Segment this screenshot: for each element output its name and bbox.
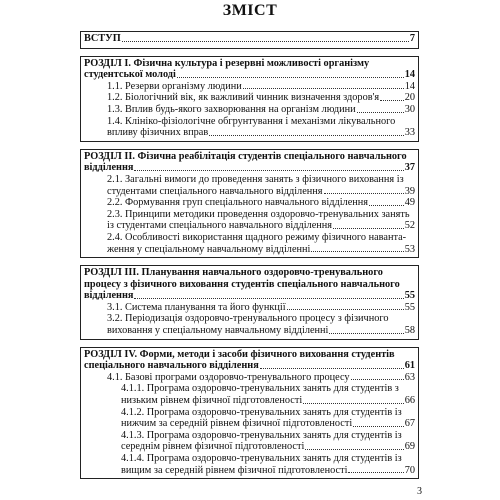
dot-leader <box>348 472 403 473</box>
dot-leader <box>380 100 404 101</box>
toc-entry-title: середнім рівнем фізичної підготовленості <box>121 441 305 453</box>
chapter-heading-line <box>84 151 415 163</box>
toc-entry-intro <box>84 33 415 45</box>
toc-entry <box>84 302 415 314</box>
toc-entry-line <box>84 407 415 419</box>
toc-entry-title: впливу фізичних вправ <box>107 127 209 139</box>
toc-page-number: 33 <box>404 127 415 139</box>
toc-page-number: 39 <box>404 185 415 197</box>
dot-leader <box>209 135 403 136</box>
toc-page-number: 61 <box>404 360 415 372</box>
toc-entry-title: спеціального навчального відділення <box>84 360 259 372</box>
toc-entry <box>84 127 415 139</box>
toc-entry-title: 2.3. Принципи методики проведення оздоровчо-тренувальних занять <box>107 208 410 220</box>
toc-entry-title: виховання у спеціальному навчальному відділенні <box>107 325 329 337</box>
toc-page-number: 63 <box>404 371 415 383</box>
toc-page-number: 67 <box>404 418 415 430</box>
toc-page-number: 49 <box>404 197 415 209</box>
dot-leader <box>333 228 404 229</box>
toc-entry-line <box>84 232 415 244</box>
toc-entry-title: 3.2. Періодизація оздоровчо-тренувального процесу з фізичного <box>107 313 389 325</box>
toc-entry-title: 4.1.2. Програма оздоровчо-тренувальних занять для студентів із <box>121 406 402 418</box>
toc-entry-line <box>84 116 415 128</box>
chapter-heading <box>84 69 415 81</box>
toc-entry-title: 2.4. Особливості використання щадного режиму фізичного наванта- <box>107 231 407 243</box>
dot-leader <box>122 41 409 42</box>
toc-entry <box>84 92 415 104</box>
toc-block-intro <box>80 31 419 49</box>
toc-page-number: 53 <box>404 243 415 255</box>
toc-page-number: 30 <box>404 103 415 115</box>
dot-leader <box>134 298 403 299</box>
toc-entry-title: ження у спеціальному навчальному відділенні <box>107 243 311 255</box>
chapter-heading-line <box>84 279 415 291</box>
chapter-heading <box>84 162 415 174</box>
toc-entry-title: РОЗДІЛ IV. Форми, методи і засоби фізичного виховання студентів <box>84 348 395 360</box>
toc-block-chapter-4 <box>80 347 419 480</box>
table-of-contents <box>80 31 419 486</box>
toc-entry-title: 1.4. Клініко-фізіологічне обгрунтування і механізми лікувального <box>107 115 396 127</box>
toc-entry-title: процесу з фізичного виховання студентів спеціального навчального <box>84 278 400 290</box>
toc-entry-title: ВСТУП <box>84 33 121 44</box>
dot-leader <box>287 309 404 310</box>
toc-entry-title: відділення <box>84 290 134 302</box>
toc-entry-line <box>84 313 415 325</box>
toc-page-number: 20 <box>404 92 415 104</box>
toc-page-number: 69 <box>404 441 415 453</box>
chapter-heading-line <box>84 58 415 70</box>
toc-page-number: 7 <box>409 33 415 44</box>
toc-entry-title: вищим за середній рівнем фізичної підготовленості <box>121 464 348 476</box>
toc-entry-title: 4.1.1. Програма оздоровчо-тренувальних занять для студентів з <box>121 383 399 395</box>
toc-page-number: 55 <box>404 290 415 302</box>
toc-entry <box>84 220 415 232</box>
toc-entry-line <box>84 174 415 186</box>
chapter-heading <box>84 360 415 372</box>
toc-entry-line <box>84 383 415 395</box>
toc-entry-title: 1.3. Вплив будь-якого захворювання на організм людини <box>107 103 356 115</box>
toc-entry-title: 3.1. Система планування та його функції <box>107 301 286 313</box>
toc-entry-title: 1.2. Біологічний вік, як важливий чинник визначення здоров'я <box>107 92 380 104</box>
toc-page-number: 66 <box>404 395 415 407</box>
toc-entry-title: 2.2. Формування груп спеціального навчального відділення <box>107 197 369 209</box>
toc-entry <box>84 441 415 453</box>
toc-entry-title: 4.1. Базові програми оздоровчо-тренувального процесу <box>107 371 350 383</box>
toc-entry-title: 1.1. Резерви організму людини <box>107 80 242 92</box>
toc-entry-title: із студентами спеціального навчального відділення <box>107 220 333 232</box>
toc-block-chapter-3 <box>80 265 419 340</box>
toc-entry-title: 4.1.4. Програма оздоровчо-тренувальних занять для студентів із <box>121 453 402 464</box>
toc-entry <box>84 104 415 116</box>
chapter-heading <box>84 290 415 302</box>
dot-leader <box>324 193 404 194</box>
toc-entry-title: РОЗДІЛ ІІ. Фізична реабілітація студентів спеціального навчального <box>84 150 407 162</box>
toc-page-number: 70 <box>404 464 415 476</box>
toc-sections <box>80 56 419 480</box>
toc-entry-title: 2.1. Загальні вимоги до проведення занять з фізичного виховання із <box>107 173 404 185</box>
toc-page-number: 14 <box>404 69 415 81</box>
toc-page-number: 14 <box>404 80 415 92</box>
dot-leader <box>243 88 404 89</box>
dot-leader <box>260 368 404 369</box>
toc-entry <box>84 325 415 337</box>
dot-leader <box>177 77 404 78</box>
toc-page-number: 37 <box>404 162 415 174</box>
toc-entry-title: РОЗДІЛ ІІІ. Планування навчального оздоровчо-тренувального <box>84 267 383 279</box>
toc-entry <box>84 244 415 256</box>
toc-entry <box>84 465 415 477</box>
page-title: ЗМІСТ <box>222 2 278 19</box>
chapter-heading-line <box>84 267 415 279</box>
dot-leader <box>134 170 403 171</box>
toc-page-number: 52 <box>404 220 415 232</box>
dot-leader <box>329 333 403 334</box>
toc-block-chapter-1 <box>80 56 419 142</box>
toc-entry-title: студентами спеціального навчального відділення <box>107 185 323 197</box>
dot-leader <box>353 426 403 427</box>
toc-entry-line <box>84 209 415 221</box>
toc-entry <box>84 418 415 430</box>
chapter-heading-line <box>84 349 415 361</box>
dot-leader <box>357 112 404 113</box>
toc-entry-line <box>84 453 415 465</box>
dot-leader <box>369 205 404 206</box>
dot-leader <box>311 251 403 252</box>
toc-entry-title: 4.1.3. Програма оздоровчо-тренувальних занять для студентів із <box>121 429 402 441</box>
dot-leader <box>351 379 404 380</box>
dot-leader <box>305 449 403 450</box>
toc-entry-title: РОЗДІЛ І. Фізична культура і резервні можливості організму <box>84 57 370 69</box>
dot-leader <box>303 403 404 404</box>
toc-entry-title: відділення <box>84 162 134 174</box>
toc-page-number: 55 <box>404 301 415 313</box>
toc-entry <box>84 372 415 384</box>
toc-entry <box>84 81 415 93</box>
toc-entry-title: нижчим за середній рівнем фізичної підготовленості <box>121 418 353 430</box>
toc-entry-line <box>84 430 415 442</box>
page-number: 3 <box>417 486 422 497</box>
toc-entry <box>84 197 415 209</box>
toc-entry-title: низьким рівнем фізичної підготовленості <box>121 395 303 407</box>
toc-page-number: 58 <box>404 325 415 337</box>
toc-entry-title: студентської молоді <box>84 69 176 81</box>
toc-block-chapter-2 <box>80 149 419 258</box>
toc-entry <box>84 186 415 198</box>
toc-entry <box>84 395 415 407</box>
